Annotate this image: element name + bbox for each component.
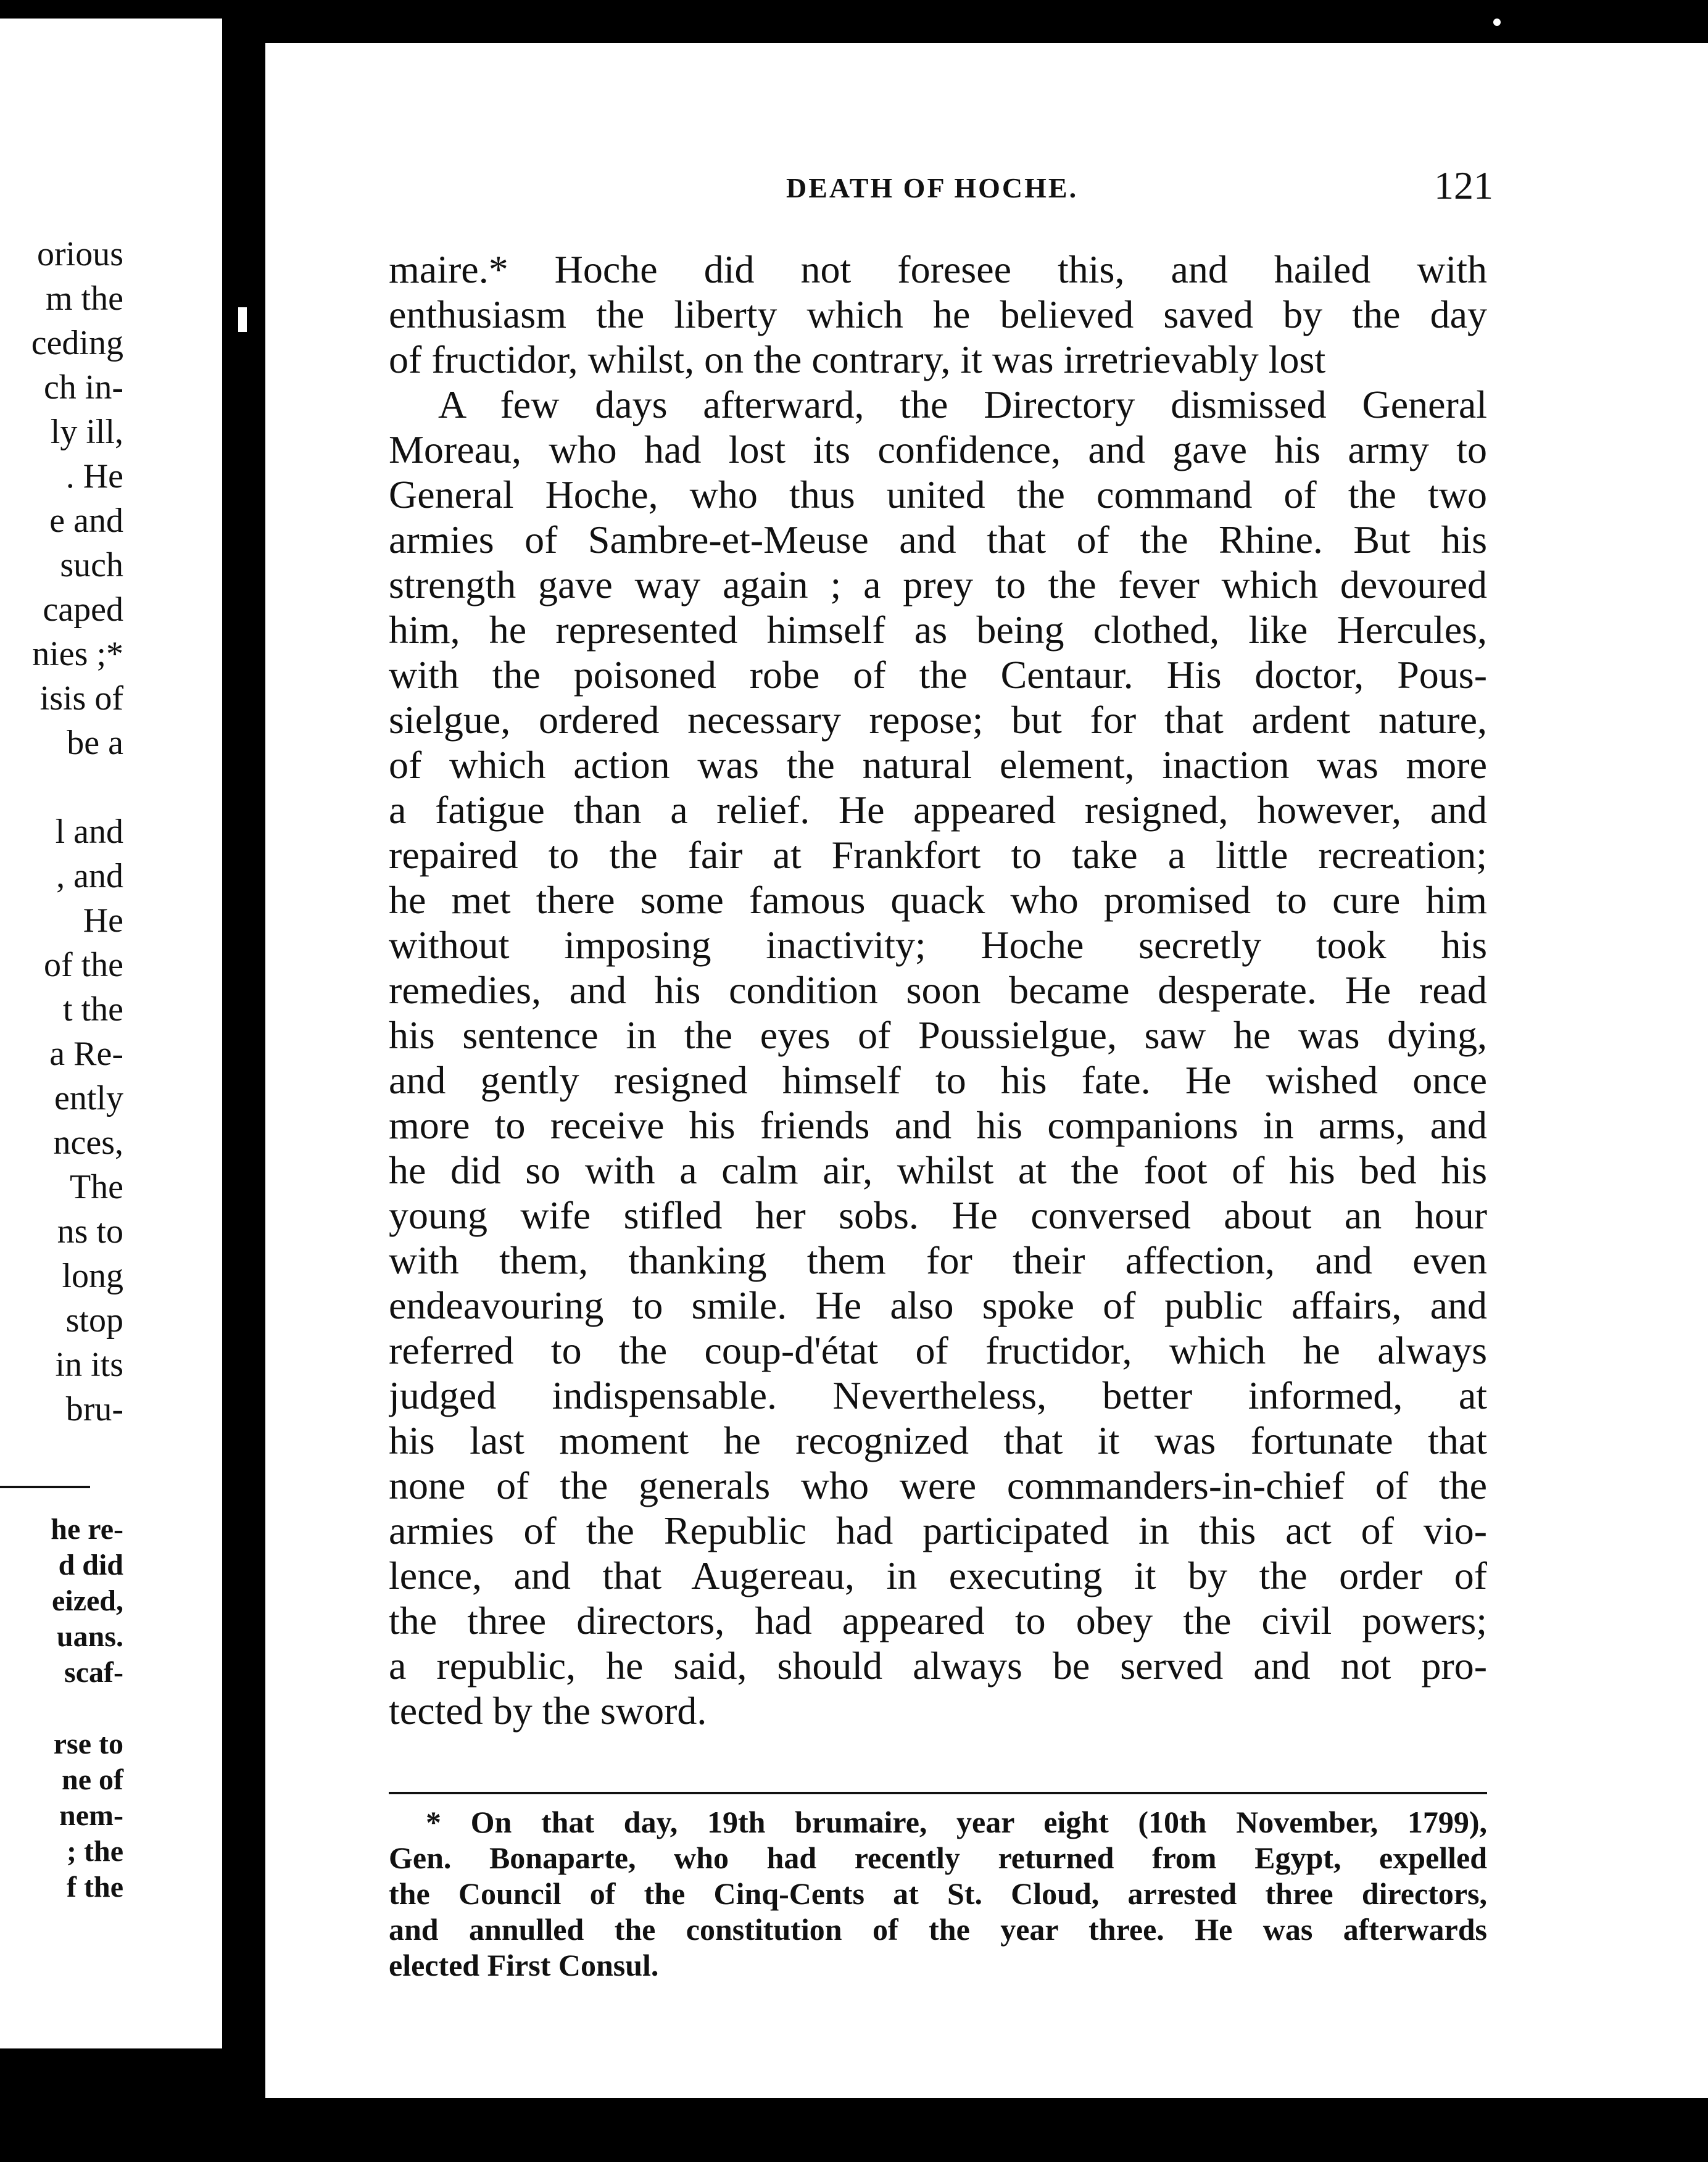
- left-fragment: m the: [46, 280, 123, 318]
- footnote-rule: [389, 1792, 1487, 1794]
- left-note-fragment: f the: [67, 1871, 123, 1903]
- text-line: with the poisoned robe of the Centaur. His doctor, Pous-: [389, 653, 1487, 697]
- text-line: General Hoche, who thus united the command of the two: [389, 473, 1487, 516]
- text-line: armies of Sambre-et-Meuse and that of the Rhine. But his: [389, 518, 1487, 561]
- text-line: he did so with a calm air, whilst at the foot of his bed his: [389, 1148, 1487, 1192]
- text-line: of which action was the natural element, inaction was more: [389, 743, 1487, 787]
- footnote-line: Gen. Bonaparte, who had recently returned from Egypt, expelled: [389, 1841, 1487, 1875]
- left-fragment: bru-: [65, 1390, 123, 1428]
- left-note-fragment: d did: [58, 1549, 123, 1581]
- footnote-line: * On that day, 19th brumaire, year eight (10th November, 1799),: [426, 1805, 1487, 1839]
- left-fragment: . He: [65, 457, 123, 495]
- body-text: [389, 247, 1487, 1777]
- left-fragment: such: [60, 546, 123, 584]
- text-line: his last moment he recognized that it was fortunate that: [389, 1419, 1487, 1462]
- text-line: the three directors, had appeared to obey the civil powers;: [389, 1599, 1487, 1642]
- text-line: judged indispensable. Nevertheless, better informed, at: [389, 1373, 1487, 1417]
- text-line: a fatigue than a relief. He appeared resigned, however, and: [389, 788, 1487, 832]
- scan-speck: [1493, 19, 1501, 26]
- page-number: 121: [1434, 164, 1493, 207]
- left-note-fragment: scaf-: [64, 1656, 123, 1689]
- left-fragment: of the: [43, 946, 123, 984]
- text-line: without imposing inactivity; Hoche secretly took his: [389, 923, 1487, 967]
- text-line: he met there some famous quack who promised to cure him: [389, 878, 1487, 922]
- left-fragment: ns to: [57, 1212, 123, 1251]
- footnote: [389, 1804, 1487, 1983]
- text-line: endeavouring to smile. He also spoke of public affairs, and: [389, 1283, 1487, 1327]
- footnote-line: the Council of the Cinq-Cents at St. Cloud, arrested three directors,: [389, 1876, 1487, 1911]
- footnote-line: and annulled the constitution of the year three. He was afterwards: [389, 1912, 1487, 1947]
- text-line: armies of the Republic had participated in this act of vio-: [389, 1509, 1487, 1552]
- left-fragment: The: [69, 1168, 123, 1206]
- text-line: referred to the coup-d'état of fructidor, which he always: [389, 1328, 1487, 1372]
- left-fragment: long: [62, 1257, 123, 1295]
- text-line: sielgue, ordered necessary repose; but for that ardent nature,: [389, 698, 1487, 742]
- footnote-line: elected First Consul.: [389, 1948, 659, 1982]
- text-line: repaired to the fair at Frankfort to take a little recreation;: [389, 833, 1487, 877]
- text-line: young wife stifled her sobs. He conversed about an hour: [389, 1193, 1487, 1237]
- text-line: tected by the sword.: [389, 1689, 707, 1733]
- left-fragment: isis of: [39, 679, 123, 718]
- left-fragment: He: [83, 901, 123, 940]
- text-line: with them, thanking them for their affection, and even: [389, 1238, 1487, 1282]
- running-head: DEATH OF HOCHE.: [786, 172, 1079, 204]
- left-note-fragment: ne of: [62, 1763, 123, 1796]
- text-line: Moreau, who had lost its confidence, and gave his army to: [389, 428, 1487, 471]
- left-fragment: be a: [67, 724, 123, 762]
- left-fragment: in its: [55, 1346, 123, 1384]
- left-note-fragment: uans.: [56, 1620, 123, 1653]
- text-line: enthusiasm the liberty which he believed saved by the day: [389, 292, 1487, 336]
- left-fragment: ceding: [31, 324, 123, 362]
- left-fragment: , and: [56, 857, 123, 895]
- left-fragment: e and: [49, 502, 123, 540]
- book-page: [265, 43, 1708, 2098]
- facing-page: [0, 19, 222, 2048]
- text-line: his sentence in the eyes of Poussielgue, saw he was dying,: [389, 1013, 1487, 1057]
- left-note-fragment: eized,: [52, 1584, 123, 1617]
- gutter-mark: [238, 307, 247, 332]
- text-line: more to receive his friends and his companions in arms, and: [389, 1103, 1487, 1147]
- text-line: him, he represented himself as being clothed, like Hercules,: [389, 608, 1487, 652]
- left-fragment: l and: [55, 813, 123, 851]
- left-fragment: caped: [43, 590, 123, 629]
- left-fragment: t the: [63, 990, 123, 1029]
- left-fragment: nies ;*: [32, 635, 123, 673]
- left-note-fragment: nem-: [59, 1799, 123, 1832]
- left-fragment: a Re-: [49, 1035, 123, 1073]
- left-fragment: nces,: [53, 1124, 123, 1162]
- text-line: strength gave way again ; a prey to the fever which devoured: [389, 563, 1487, 607]
- text-line: A few days afterward, the Directory dismissed General: [438, 383, 1487, 426]
- left-fragment: stop: [65, 1301, 123, 1340]
- left-note-fragment: ; the: [67, 1835, 123, 1868]
- left-footnote-rule: [0, 1486, 90, 1488]
- left-note-fragment: he re-: [51, 1513, 123, 1546]
- text-line: maire.* Hoche did not foresee this, and hailed with: [389, 247, 1487, 291]
- text-line: lence, and that Augereau, in executing it by the order of: [389, 1554, 1487, 1597]
- text-line: of fructidor, whilst, on the contrary, it was irretrievably lost: [389, 338, 1326, 381]
- left-note-fragment: rse to: [53, 1728, 123, 1760]
- left-fragment: ch in-: [43, 368, 123, 407]
- text-line: a republic, he said, should always be served and not pro-: [389, 1644, 1487, 1688]
- text-line: and gently resigned himself to his fate. He wished once: [389, 1058, 1487, 1102]
- text-line: remedies, and his condition soon became desperate. He read: [389, 968, 1487, 1012]
- text-line: none of the generals who were commanders-in-chief of the: [389, 1464, 1487, 1507]
- left-fragment: orious: [37, 235, 123, 273]
- left-fragment: ently: [54, 1079, 123, 1117]
- left-fragment: ly ill,: [50, 413, 123, 451]
